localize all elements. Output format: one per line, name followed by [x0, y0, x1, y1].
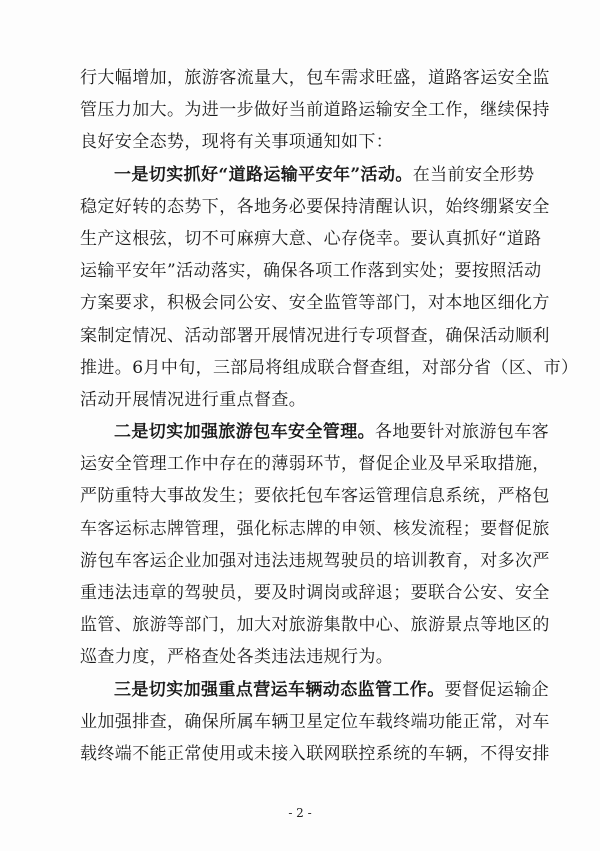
text-line: 车客运标志牌管理，强化标志牌的申领、核发流程；要督促旅 — [80, 518, 550, 539]
text-run: 要督促运输企 — [444, 679, 550, 700]
text-line: 方案要求，积极会同公安、安全监管等部门，对本地区细化方 — [80, 293, 550, 314]
text-line: 业加强排查，确保所属车辆卫星定位车载终端功能正常，对车 — [80, 711, 550, 732]
text-line: 行大幅增加，旅游客流量大，包车需求旺盛，道路客运安全监 — [80, 68, 550, 88]
paragraph-first-line — [80, 674, 550, 706]
text-line: 活动开展情况进行重点督查。 — [80, 389, 307, 410]
text-line: 运安全管理工作中存在的薄弱环节，督促企业及早采取措施， — [80, 454, 550, 475]
page-number: - 2 - — [288, 806, 312, 820]
text-line: 稳定好转的态势下，各地务必要保持清醒认识，始终绷紧安全 — [80, 196, 550, 217]
text-line: 重违法违章的驾驶员，要及时调岗或辞退；要联合公安、安全 — [80, 583, 550, 603]
text-line: 管压力加大。为进一步做好当前道路运输安全工作，继续保持 — [80, 100, 550, 121]
text-line: 游包车客运企业加强对违法违规驾驶员的培训教育，对多次严 — [80, 550, 550, 571]
text-line: 生产这根弦，切不可麻痹大意、心存侥幸。要认真抓好“道路 — [80, 228, 542, 249]
document-body — [80, 62, 579, 770]
text-line: 运输平安年”活动落实，确保各项工作落到实处；要按照活动 — [80, 261, 542, 282]
text-line: 载终端不能正常使用或未接入联网联控系统的车辆，不得安排 — [80, 743, 550, 764]
text-run: 在当前安全形势 — [412, 164, 535, 185]
section-heading: 二是切实加强旅游包车安全管理。 — [114, 422, 375, 443]
text-line: 案制定情况、活动部署开展情况进行专项督查，确保活动顺利 — [80, 325, 550, 346]
text-line: 严防重特大事故发生；要依托包车客运管理信息系统，严格包 — [80, 486, 550, 507]
paragraph-first-line — [80, 416, 549, 448]
section-heading: 三是切实加强重点营运车辆动态监管工作。 — [114, 679, 445, 700]
text-run: 各地要针对旅游包车客 — [375, 422, 549, 443]
text-line: 推进。6月中旬，三部局将组成联合督查组，对部分省（区、市） — [80, 357, 579, 378]
text-line: 良好安全态势，现将有关事项通知如下： — [80, 132, 394, 153]
text-line: 监管、旅游等部门，加大对旅游集散中心、旅游景点等地区的 — [80, 615, 550, 636]
paragraph-first-line — [80, 159, 535, 191]
text-line: 巡查力度，严格查处各类违法违规行为。 — [80, 647, 394, 668]
section-heading: 一是切实抓好“道路运输平安年”活动。 — [114, 164, 413, 185]
